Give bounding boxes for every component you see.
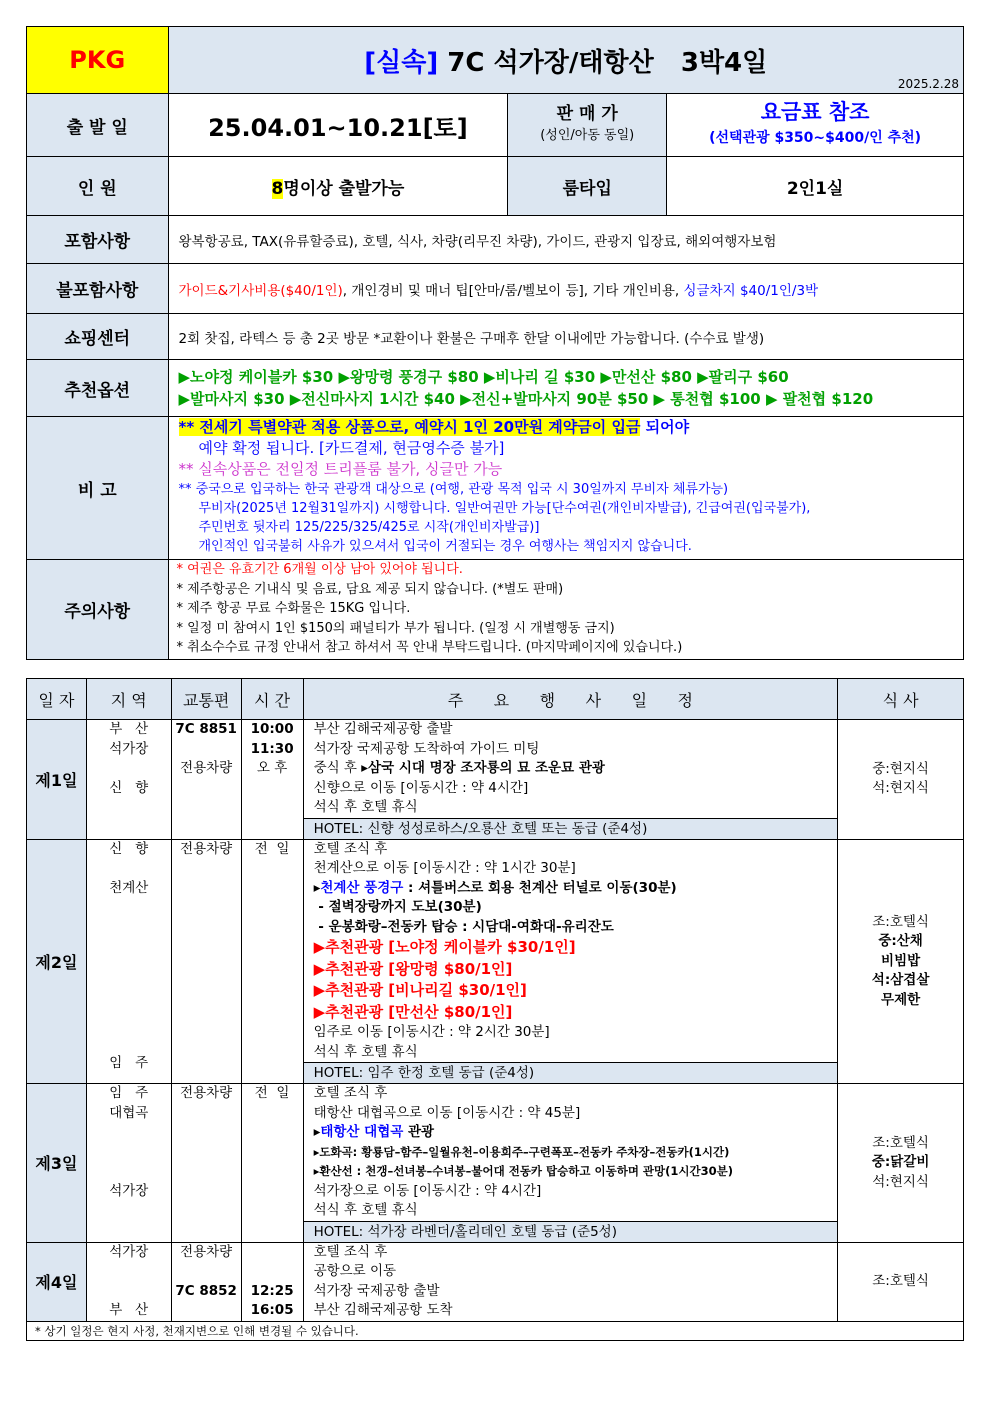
day1-meal-2: 석:현지식 <box>872 780 929 797</box>
options-value <box>168 360 964 417</box>
day4-s4: 부산 김해국제공항 도착 <box>313 1302 453 1318</box>
day3-meal-3: 석:현지식 <box>872 1173 929 1190</box>
day1-hotel: HOTEL: 신향 성성로하스/오룡산 호텔 또는 동급 (준4성) <box>304 818 838 839</box>
doc-date: 2025.2.28 <box>897 77 959 91</box>
day4-s1: 호텔 조식 후 <box>313 1243 388 1260</box>
day1-label: 제1일 <box>27 720 87 840</box>
day3-region-2: 대협곡 <box>109 1104 149 1121</box>
day1-region-1: 부 산 <box>109 721 149 737</box>
excluded-misc: , 개인경비 및 매너 팁[안마/룸/벨보이 등], 기타 개인비용, <box>342 282 684 299</box>
day1-time-2: 11:30 <box>250 740 294 757</box>
day3-region-1: 임 주 <box>109 1085 149 1101</box>
day3-schedule <box>303 1084 838 1243</box>
day4-time-1: 12:25 <box>250 1282 294 1299</box>
day1-schedule <box>303 720 838 840</box>
price-label: 판 매 가 <box>556 104 618 124</box>
included-value: 왕복항공료, TAX(유류할증료), 호텔, 식사, 차량(리무진 차량), 가이드, 관광지 입장료, 해외여행자보험 <box>168 216 964 264</box>
day1-s2: 석가장 국제공항 도착하여 가이드 미팅 <box>313 740 540 757</box>
caution-1: * 여권은 유효기간 6개월 이상 남아 있어야 됩니다. <box>176 562 463 577</box>
day1-region-2: 석가장 <box>109 740 149 757</box>
remark-1-highlight: ** 전세기 특별약관 적용 상품으로, 예약시 1인 20만원 계약금이 입금 <box>178 418 641 436</box>
day2-meal-1: 조:호텔식 <box>872 913 929 930</box>
day1-time-3: 오 후 <box>256 760 288 776</box>
caution-label: 주의사항 <box>27 560 169 660</box>
day4-vehicle: 전용차량 <box>180 1243 233 1260</box>
day2-schedule <box>303 839 838 1084</box>
price-value-cell <box>667 94 964 157</box>
day4-flight: 7C 8852 <box>175 1282 237 1299</box>
day3-regions <box>86 1084 171 1243</box>
day2-s8: ▶추천관광 [비나리길 $30/1인] <box>313 981 527 999</box>
price-label-cell <box>508 94 667 157</box>
header-time: 시 간 <box>241 679 303 720</box>
caution-value <box>168 560 964 660</box>
remark-1 <box>179 417 964 438</box>
day3-label: 제3일 <box>27 1084 87 1243</box>
day2-s7: ▶추천관광 [왕망령 $80/1인] <box>313 959 513 978</box>
day2-time: 전 일 <box>254 840 290 857</box>
day4-meal-1: 조:호텔식 <box>872 1272 929 1289</box>
title-cell <box>168 27 964 94</box>
day3-meals <box>838 1084 964 1243</box>
itinerary-footnote: * 상기 일정은 현지 사정, 천재지변으로 인해 변경될 수 있습니다. <box>27 1321 964 1340</box>
day4-s3: 석가장 국제공항 출발 <box>313 1282 440 1299</box>
options-line-1: ▶노야정 케이블카 $30 ▶왕망령 풍경구 $80 ▶비나리 길 $30 ▶만선산 $80 ▶팔리구 $60 <box>178 368 789 386</box>
day1-s1: 부산 김해국제공항 출발 <box>313 721 453 737</box>
day1-meal-1: 중:현지식 <box>872 760 929 777</box>
day2-regions <box>86 839 171 1084</box>
day3-region-3: 석가장 <box>109 1182 149 1199</box>
options-label: 추천옵션 <box>27 360 169 417</box>
day2-s2: 천계산으로 이동 [이동시간 : 약 1시간 30분] <box>313 860 576 876</box>
day3-hotel: HOTEL: 석가장 라벤더/홀리데인 호텔 동급 (준5성) <box>304 1221 838 1242</box>
excluded-single-charge: 싱글차지 $40/1인/3박 <box>683 282 819 299</box>
day3-time: 전 일 <box>254 1085 290 1101</box>
departure-value: 25.04.01~10.21[토] <box>168 94 508 157</box>
day2-times <box>241 839 303 1084</box>
day2-meal-3: 비빔밥 <box>881 952 921 969</box>
day4-schedule <box>303 1242 838 1321</box>
day4-region-2: 부 산 <box>109 1302 149 1318</box>
day3-meal-2: 중:닭갈비 <box>871 1154 930 1170</box>
day2-region-1: 신 향 <box>109 840 149 857</box>
options-line-2: ▶발마사지 $30 ▶전신마사지 1시간 $40 ▶전신+발마사지 90분 $50 ▶ 통천협 $100 ▶ 팔천협 $120 <box>178 390 874 408</box>
remark-6: 주민번호 뒷자리 125/225/325/425로 시작(개인비자발급)] <box>198 520 540 535</box>
day2-label: 제2일 <box>27 839 87 1084</box>
price-value: 요금표 참조 <box>760 100 870 124</box>
day2-transports <box>171 839 241 1084</box>
day4-region-1: 석가장 <box>109 1243 149 1260</box>
day2-s1: 호텔 조식 후 <box>313 840 388 857</box>
day4-meals <box>838 1242 964 1321</box>
day1-flight: 7C 8851 <box>175 721 237 737</box>
caution-2: * 제주항공은 기내식 및 음료, 담요 제공 되지 않습니다. (*별도 판매) <box>176 581 564 597</box>
day3-times <box>241 1084 303 1243</box>
people-text: 명이상 출발가능 <box>283 178 405 199</box>
header-region: 지 역 <box>86 679 171 720</box>
day2-meals <box>838 839 964 1084</box>
page-title: 7C 석가장/태항산 3박4일 <box>447 47 768 78</box>
day4-times <box>241 1242 303 1321</box>
day1-transports <box>171 720 241 840</box>
title-bracket: [실속] <box>364 47 439 78</box>
remarks-label: 비 고 <box>27 417 169 560</box>
remark-3: ** 실속상품은 전일정 트리플룸 불가, 싱글만 가능 <box>178 460 503 478</box>
header-schedule: 주 요 행 사 일 정 <box>303 679 838 720</box>
header-day: 일 자 <box>27 679 87 720</box>
day3-vehicle: 전용차량 <box>180 1085 233 1101</box>
day2-meal-5: 무제한 <box>881 991 921 1008</box>
caution-5: * 취소수수료 규정 안내서 참고 하셔서 꼭 안내 부탁드립니다. (마지막페이지에 있습니다.) <box>176 640 683 655</box>
remark-4: ** 중국으로 입국하는 한국 관광객 대상으로 (여행, 관광 목적 입국 시 30일까지 무비자 체류가능) <box>178 482 729 497</box>
day2-meal-2: 중:산채 <box>878 933 923 949</box>
day1-time-1: 10:00 <box>250 721 294 737</box>
day1-region-3: 신 향 <box>109 779 149 796</box>
caution-4: * 일정 미 참여시 1인 $150의 패널티가 부가 됩니다. (일정 시 개별행동 금지) <box>176 620 615 636</box>
day3-s3: ▸태항산 대협곡 관광 <box>313 1124 435 1140</box>
day2-s5: - 운봉화랑–전동카 탑승 : 시담대-여화대-유리잔도 <box>313 918 614 935</box>
remark-7: 개인적인 입국불허 사유가 있으셔서 입국이 거절되는 경우 여행사는 책임지지 않습니다. <box>198 539 692 554</box>
itinerary-table <box>26 678 964 1341</box>
day4-transports <box>171 1242 241 1321</box>
day3-s7: 석식 후 호텔 휴식 <box>313 1202 418 1218</box>
day2-s6: ▶추천관광 [노야정 케이블카 $30/1인] <box>313 938 576 956</box>
day4-s2: 공항으로 이동 <box>313 1263 397 1279</box>
day2-region-3: 임 주 <box>109 1055 149 1071</box>
remark-2: 예약 확정 됩니다. [카드결제, 현금영수증 불가] <box>198 439 505 457</box>
day3-s1: 호텔 조식 후 <box>313 1085 388 1101</box>
day1-times <box>241 720 303 840</box>
included-label: 포함사항 <box>27 216 169 264</box>
day1-meals <box>838 720 964 840</box>
people-value <box>168 157 508 216</box>
day3-meal-1: 조:호텔식 <box>872 1134 929 1151</box>
day2-s10: 임주로 이동 [이동시간 : 약 2시간 30분] <box>313 1024 550 1040</box>
day2-vehicle: 전용차량 <box>180 840 233 857</box>
day4-label: 제4일 <box>27 1242 87 1321</box>
remark-5: 무비자(2025년 12월31일까지) 시행합니다. 일반여권만 가능[단수여권(개인비자발급), 긴급여권(입국불가), <box>198 501 811 516</box>
day1-s4: 신향으로 이동 [이동시간 : 약 4시간] <box>313 779 529 796</box>
day3-s6: 석가장으로 이동 [이동시간 : 약 4시간] <box>313 1182 542 1199</box>
remark-1-tail: 되어야 <box>640 418 690 436</box>
excluded-label: 불포함사항 <box>27 264 169 314</box>
day3-transports <box>171 1084 241 1243</box>
day4-time-2: 16:05 <box>250 1302 294 1318</box>
excluded-value <box>168 264 964 314</box>
day2-hotel: HOTEL: 임주 한정 호텔 동급 (준4성) <box>304 1062 838 1083</box>
excluded-guide-fee: 가이드&기사비용($40/1인) <box>178 282 343 299</box>
day2-s9: ▶추천관광 [만선산 $80/1인] <box>313 1002 513 1021</box>
room-label: 룸타입 <box>508 157 667 216</box>
shopping-label: 쇼핑센터 <box>27 314 169 360</box>
info-table <box>26 26 964 660</box>
day1-vehicle: 전용차량 <box>180 760 233 776</box>
day2-meal-4: 석:삼겹살 <box>871 972 930 988</box>
people-num: 8 <box>271 178 284 199</box>
header-transport: 교통편 <box>171 679 241 720</box>
day1-s5: 석식 후 호텔 휴식 <box>313 799 418 815</box>
departure-label: 출 발 일 <box>27 94 169 157</box>
header-meal: 식 사 <box>838 679 964 720</box>
caution-3: * 제주 항공 무료 수화물은 15KG 입니다. <box>176 601 411 616</box>
price-note: (선택관광 $350~$400/인 추천) <box>709 130 922 146</box>
day3-s5: ▸환산선 : 천갱–선녀봉–수녀봉–불어대 전동카 탑승하고 이동하며 관망(1시간30분) <box>313 1164 733 1178</box>
day1-regions <box>86 720 171 840</box>
room-value: 2인1실 <box>667 157 964 216</box>
day3-s2: 태항산 대협곡으로 이동 [이동시간 : 약 45분] <box>313 1104 581 1121</box>
day2-s11: 석식 후 호텔 휴식 <box>313 1043 418 1060</box>
pkg-badge: PKG <box>27 27 169 94</box>
remarks-value <box>168 417 964 560</box>
day2-s4: - 절벽장랑까지 도보(30분) <box>313 899 482 915</box>
day4-regions <box>86 1242 171 1321</box>
shopping-value: 2회 찻집, 라텍스 등 총 2곳 방문 *교환이나 환불은 구매후 한달 이내에만 가능합니다. (수수료 발생) <box>168 314 964 360</box>
day1-s3: 중식 후 ▸삼국 시대 명장 조자룡의 묘 조운묘 관광 <box>313 760 605 776</box>
price-sublabel: (성인/아동 동일) <box>540 128 635 143</box>
people-label: 인 원 <box>27 157 169 216</box>
day2-region-2: 천계산 <box>109 879 149 896</box>
day3-s4: ▸도화곡: 황룡담–함주–일월유천–이용희주–구련폭포–전동카 주차장–전동카(1시간) <box>313 1144 730 1159</box>
day2-s3: ▸천계산 풍경구 : 셔틀버스로 회용 천계산 터널로 이동(30분) <box>313 879 677 896</box>
